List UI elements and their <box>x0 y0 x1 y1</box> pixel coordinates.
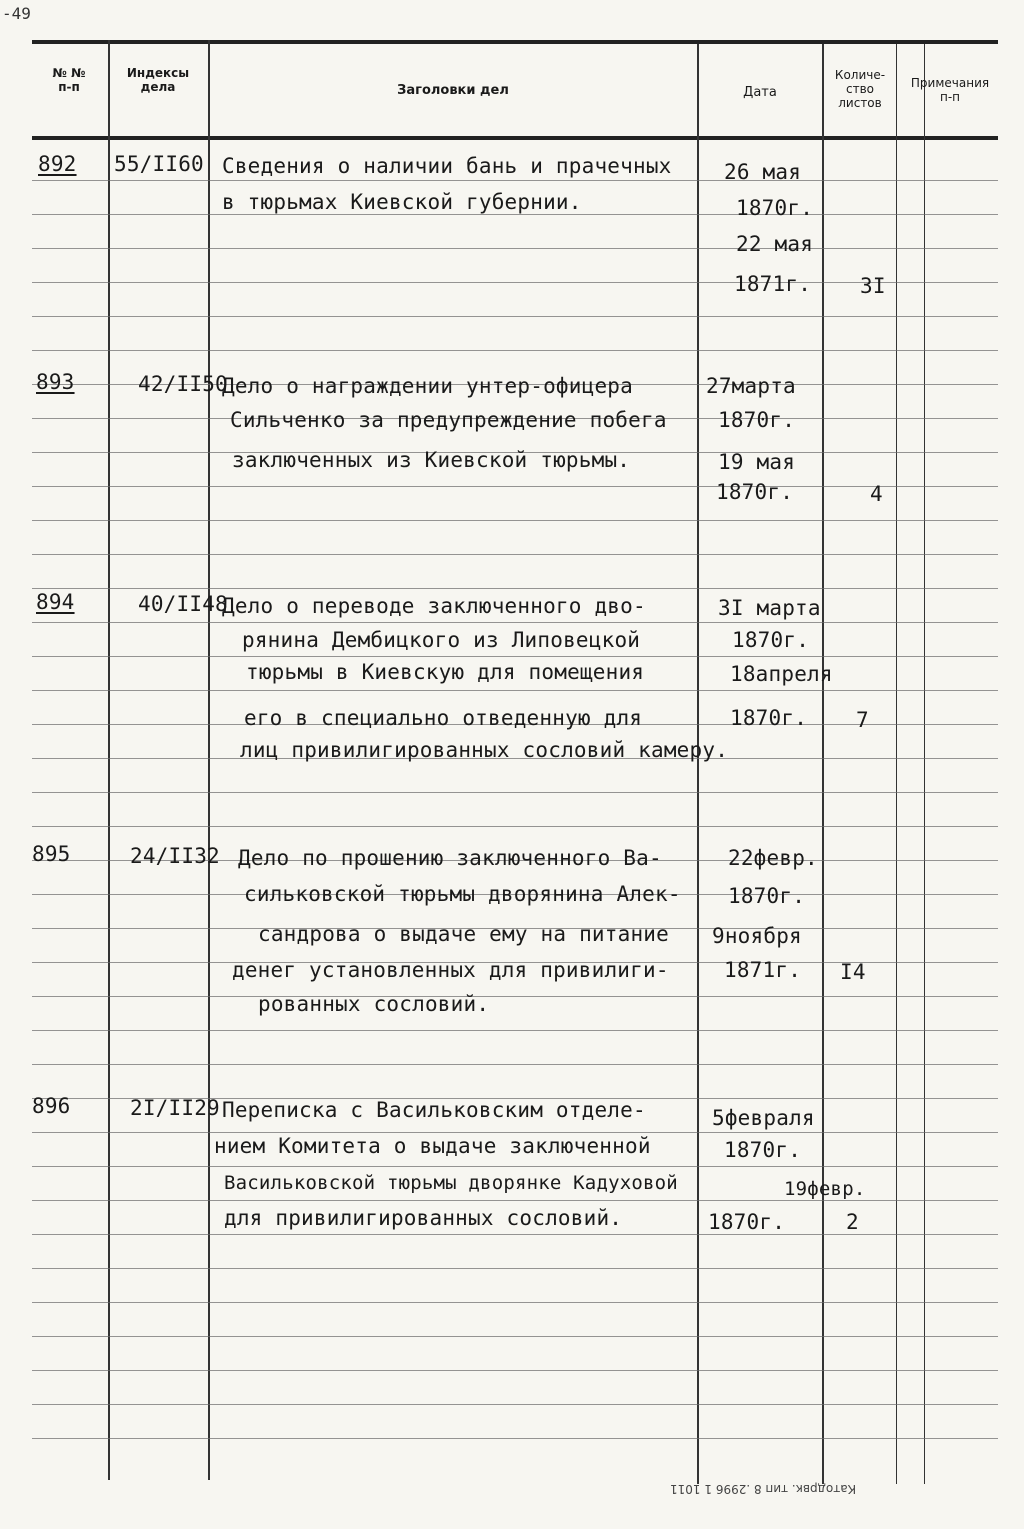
record-number: 895 <box>32 842 71 866</box>
record-date-line: 1870г. <box>728 884 806 908</box>
record-date-line: 3I марта <box>718 596 821 620</box>
record-date-line: 19 мая <box>718 450 796 474</box>
record-date-line: 1870г. <box>718 408 796 432</box>
ruled-line <box>32 1030 998 1031</box>
header-bottom-rule <box>32 136 998 140</box>
record-date-line: 26 мая <box>724 160 802 184</box>
record-date-line: 19февр. <box>784 1178 866 1200</box>
ruled-line <box>32 996 998 997</box>
record-sheets: I4 <box>840 960 866 984</box>
ruled-line <box>32 214 998 215</box>
record-sheets: 2 <box>846 1210 859 1234</box>
ruled-line <box>32 656 998 657</box>
record-index: 55/II60 <box>114 152 204 176</box>
header-date: Дата <box>743 85 777 100</box>
ruled-line <box>32 520 998 521</box>
header-notes: Примечания п-п <box>910 76 990 104</box>
record-title-line: Переписка с Васильковским отделе- <box>222 1098 646 1122</box>
ruled-line <box>32 1268 998 1269</box>
ruled-line <box>32 792 998 793</box>
ruled-line <box>32 350 998 351</box>
record-sheets: 3I <box>860 274 886 298</box>
record-title-line: в тюрьмах Киевской губернии. <box>222 190 582 214</box>
record-date-line: 18апреля <box>730 662 833 686</box>
record-title-line: Сведения о наличии бань и прачечных <box>222 154 672 178</box>
record-index: 2I/II29 <box>130 1096 220 1120</box>
record-date-line: 1870г. <box>716 480 794 504</box>
record-title-line: для привилигированных сословий. <box>224 1206 623 1230</box>
record-sheets: 7 <box>856 708 869 732</box>
record-title-line: сандрова о выдаче ему на питание <box>258 922 669 946</box>
ruled-line <box>32 1200 998 1201</box>
col-line-2 <box>208 40 210 1480</box>
ruled-line <box>32 1132 998 1133</box>
record-title-line: Дело о переводе заключенного дво- <box>222 594 646 618</box>
record-title-line: денег установленных для привилиги- <box>232 958 669 982</box>
ruled-line <box>32 1302 998 1303</box>
record-date-line: 1870г. <box>724 1138 802 1162</box>
record-date-line: 1870г. <box>732 628 810 652</box>
printer-footer: Катодрвк. тип 8 .2996 1 1011 <box>670 1482 857 1496</box>
record-number: 892 <box>38 152 77 176</box>
ruled-line <box>32 1336 998 1337</box>
top-rule <box>32 40 998 44</box>
record-title-line: Васильковской тюрьмы дворянке Кадуховой <box>224 1172 678 1194</box>
ruled-line <box>32 1438 998 1439</box>
record-title-line: сильковской тюрьмы дворянина Алек- <box>244 882 681 906</box>
record-date-line: 9ноября <box>712 924 802 948</box>
col-line-1 <box>108 40 110 1480</box>
record-title-line: Дело по прошению заключенного Ва- <box>238 846 662 870</box>
ruled-line <box>32 622 998 623</box>
record-title-line: Дело о награждении унтер-офицера <box>222 374 633 398</box>
header-title: Заголовки дел <box>397 83 509 98</box>
ruled-line <box>32 316 998 317</box>
record-title-line: рованных сословий. <box>258 992 490 1016</box>
record-title-line: лиц привилигированных сословий камеру. <box>240 738 729 762</box>
record-title-line: его в специально отведенную для <box>244 706 643 730</box>
ruled-line <box>32 486 998 487</box>
ruled-line <box>32 1404 998 1405</box>
record-index: 42/II50 <box>138 372 228 396</box>
ruled-line <box>32 554 998 555</box>
record-date-line: 1870г. <box>730 706 808 730</box>
record-title-line: тюрьмы в Киевскую для помещения <box>246 660 645 684</box>
record-date-line: 1870г. <box>708 1210 786 1234</box>
record-date-line: 22 мая <box>736 232 814 256</box>
header-num: № № п-п <box>52 66 86 94</box>
record-date-line: 1871г. <box>734 272 812 296</box>
ruled-line <box>32 180 998 181</box>
record-index: 40/II48 <box>138 592 228 616</box>
record-date-line: 1870г. <box>736 196 814 220</box>
record-title-line: рянина Дембицкого из Липовецкой <box>242 628 641 652</box>
ruled-line <box>32 826 998 827</box>
ruled-line <box>32 1064 998 1065</box>
record-date-line: 22февр. <box>728 846 818 870</box>
ruled-line <box>32 282 998 283</box>
record-date-line: 1871г. <box>724 958 802 982</box>
record-title-line: заключенных из Киевской тюрьмы. <box>232 448 631 472</box>
ruled-line <box>32 248 998 249</box>
record-sheets: 4 <box>870 482 883 506</box>
header-index: Индексы дела <box>126 66 190 94</box>
record-date-line: 27марта <box>706 374 796 398</box>
record-title-line: Сильченко за предупреждение побега <box>230 408 667 432</box>
record-number: 896 <box>32 1094 71 1118</box>
ruled-line <box>32 1166 998 1167</box>
record-index: 24/II32 <box>130 844 220 868</box>
ruled-line <box>32 588 998 589</box>
page-corner-mark: -49 <box>2 4 31 23</box>
header-count: Количе- ство листов <box>834 68 886 110</box>
ruled-line <box>32 690 998 691</box>
ruled-line <box>32 1370 998 1371</box>
ruled-line <box>32 1234 998 1235</box>
record-number: 894 <box>36 590 75 614</box>
record-number: 893 <box>36 370 75 394</box>
record-date-line: 5февраля <box>712 1106 815 1130</box>
record-title-line: нием Комитета о выдаче заключенной <box>214 1134 651 1158</box>
